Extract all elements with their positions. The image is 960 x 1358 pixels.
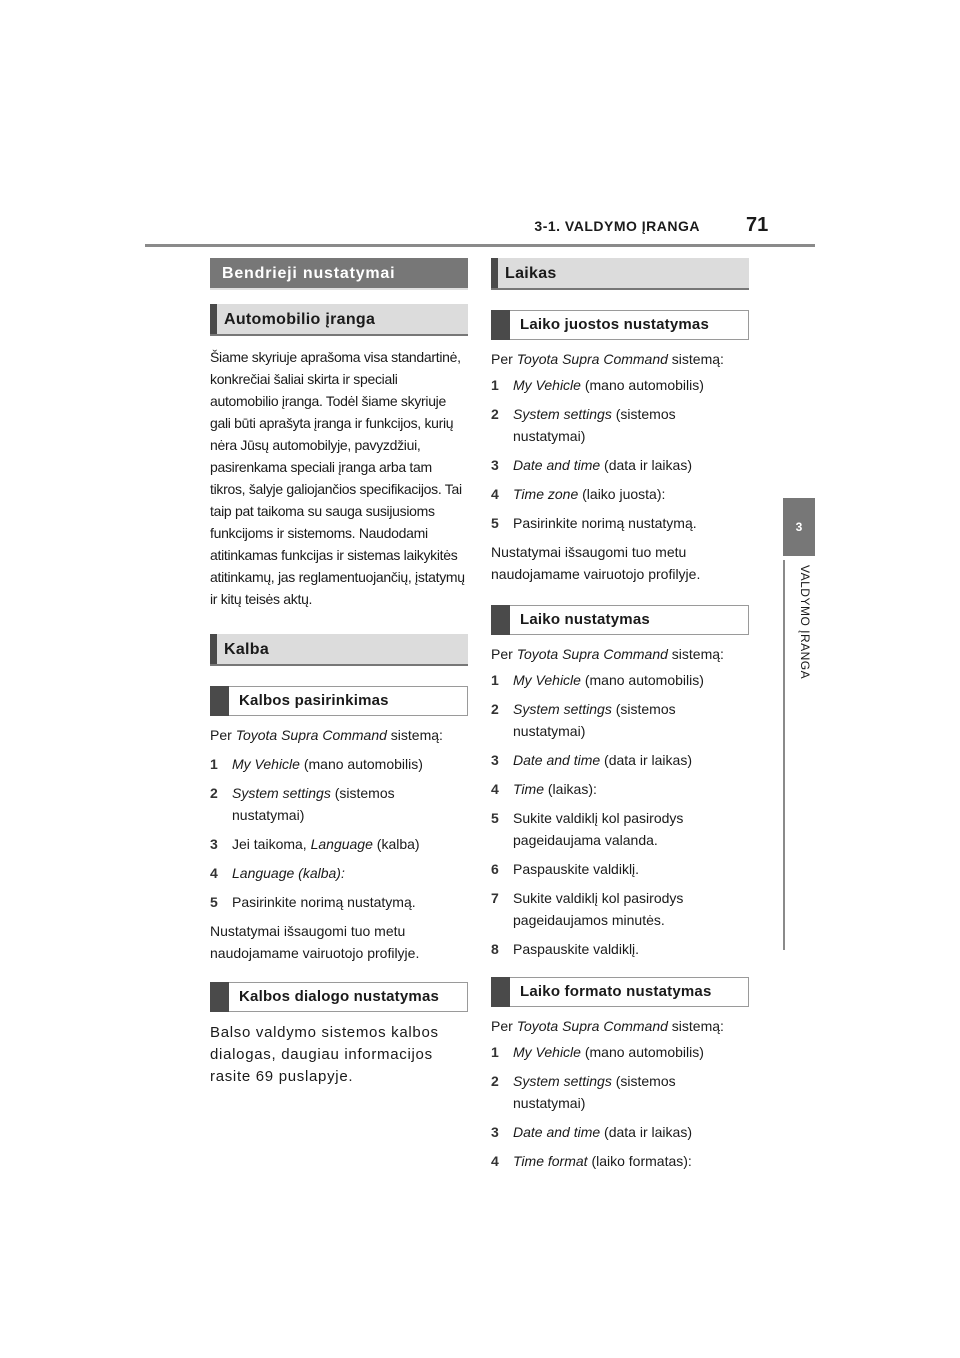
step-number: 5	[210, 894, 218, 910]
step-menu-item: Date and time	[513, 1124, 601, 1140]
step-menu-item: Date and time	[513, 752, 601, 768]
step-number: 2	[491, 406, 499, 422]
step-item	[491, 454, 749, 476]
step-text: Pasirinkite norimą nustatymą.	[232, 894, 416, 910]
step-number: 2	[210, 785, 218, 801]
step-menu-item: System settings	[232, 785, 331, 801]
step-text: Paspauskite valdiklį.	[513, 861, 640, 877]
step-item	[491, 1150, 749, 1172]
step-number: 3	[491, 752, 499, 768]
step-translation: (sistemos nustatymai)	[513, 406, 676, 444]
step-number: 4	[491, 486, 499, 502]
header-divider	[145, 244, 815, 247]
step-item	[491, 938, 749, 960]
page-number: 71	[746, 214, 769, 236]
step-text: Paspauskite valdiklį.	[513, 941, 640, 957]
step-number: 7	[491, 890, 499, 906]
timezone-steps	[491, 374, 749, 534]
step-number: 6	[491, 861, 499, 877]
step-number: 4	[491, 781, 499, 797]
step-number: 1	[491, 672, 499, 688]
step-number: 8	[491, 941, 499, 957]
heading-time-format: Laiko formato nustatymas	[491, 977, 749, 1007]
step-menu-item: Language (kalba):	[232, 865, 345, 881]
step-item	[491, 698, 749, 742]
step-menu-item: Time format	[513, 1153, 588, 1169]
step-translation: (mano automobilis)	[299, 756, 423, 772]
heading-language-dialog: Kalbos dialogo nustatymas	[210, 982, 468, 1012]
step-menu-item: Language	[310, 836, 373, 852]
heading-time: Laikas	[491, 258, 749, 290]
step-translation: (mano automobilis)	[580, 377, 704, 393]
step-number: 1	[491, 377, 499, 393]
step-translation: (data ir laikas)	[600, 1124, 692, 1140]
step-item	[491, 483, 749, 505]
step-item	[491, 887, 749, 931]
step-text: Sukite valdiklį kol pasirodys pageidaujamos minutės.	[513, 890, 684, 928]
timezone-saved-text: Nustatymai išsaugomi tuo metu naudojamame vairuotojo profilyje.	[491, 544, 701, 582]
step-number: 3	[210, 836, 218, 852]
step-item	[210, 753, 468, 775]
step-translation: (kalba)	[372, 836, 420, 852]
dialog-text: Balso valdymo sistemos kalbos dialogas, daugiau informacijos rasite 69 puslapyje.	[210, 1024, 439, 1085]
language-intro: Per Toyota Supra Command sistemą:	[210, 727, 443, 743]
step-item	[491, 807, 749, 851]
language-steps	[210, 753, 468, 913]
step-menu-item: System settings	[513, 1073, 612, 1089]
step-item	[491, 374, 749, 396]
step-item	[491, 1121, 749, 1143]
step-number: 3	[491, 457, 499, 473]
step-item	[491, 1070, 749, 1114]
format-steps	[491, 1041, 749, 1172]
chapter-tab: 3	[783, 498, 815, 556]
step-menu-item: My Vehicle	[513, 377, 581, 393]
step-menu-item: Date and time	[513, 457, 601, 473]
step-number: 4	[210, 865, 218, 881]
step-number: 2	[491, 701, 499, 717]
time-intro: Per Toyota Supra Command sistemą:	[491, 646, 724, 662]
step-item	[210, 782, 468, 826]
step-item	[491, 403, 749, 447]
right-column	[491, 258, 749, 1179]
step-item	[210, 891, 468, 913]
heading-time-setting: Laiko nustatymas	[491, 605, 749, 635]
step-text: Sukite valdiklį kol pasirodys pageidaujama valanda.	[513, 810, 684, 848]
step-menu-item: My Vehicle	[513, 1044, 581, 1060]
step-item	[210, 833, 468, 855]
step-item	[210, 862, 468, 884]
heading-vehicle-equipment: Automobilio įranga	[210, 304, 468, 336]
timezone-intro: Per Toyota Supra Command sistemą:	[491, 351, 724, 367]
step-translation: (data ir laikas)	[600, 752, 692, 768]
step-menu-item: Time	[513, 781, 544, 797]
step-translation: (data ir laikas)	[600, 457, 692, 473]
chapter-label: VALDYMO ĮRANGA	[798, 565, 812, 680]
step-text: Jei taikoma,	[232, 836, 311, 852]
heading-general-settings: Bendrieji nustatymai	[210, 258, 468, 290]
step-number: 4	[491, 1153, 499, 1169]
step-number: 1	[491, 1044, 499, 1060]
step-translation: (laiko formatas):	[587, 1153, 692, 1169]
step-item	[491, 512, 749, 534]
step-item	[491, 669, 749, 691]
step-menu-item: System settings	[513, 701, 612, 717]
step-number: 2	[491, 1073, 499, 1089]
step-translation: (sistemos nustatymai)	[513, 1073, 676, 1111]
vehicle-equipment-text: Šiame skyriuje aprašoma visa standartinė, konkrečiai šaliai skirta ir speciali automobilio įranga. Todėl šiame skyriuje gali būti aprašyta įranga ir funkcijos, kurių nėra Jūsų automobilyje, pavyzdžiui, pasirenkama speciali įranga arba tam tikros, šalyje galiojančios specifikacijos. Tai taip pat taikoma su sauga susijusioms funkcijoms ir sistemoms. Naudodami atitinkamas funkcijas ir sistemas laikykitės atitinkamų, jas reglamentuojančių, įstatymų ir kitų teisės aktų.	[210, 349, 465, 607]
step-menu-item: Time zone	[513, 486, 579, 502]
language-saved-text: Nustatymai išsaugomi tuo metu naudojamame vairuotojo profilyje.	[210, 923, 420, 961]
heading-language: Kalba	[210, 634, 468, 666]
heading-language-selection: Kalbos pasirinkimas	[210, 686, 468, 716]
step-menu-item: System settings	[513, 406, 612, 422]
step-translation: (laikas):	[544, 781, 597, 797]
step-menu-item: My Vehicle	[513, 672, 581, 688]
step-number: 3	[491, 1124, 499, 1140]
step-translation: (mano automobilis)	[580, 1044, 704, 1060]
format-intro: Per Toyota Supra Command sistemą:	[491, 1018, 724, 1034]
step-item	[491, 749, 749, 771]
step-translation: (sistemos nustatymai)	[232, 785, 395, 823]
time-steps	[491, 669, 749, 960]
heading-timezone: Laiko juostos nustatymas	[491, 310, 749, 340]
left-column	[210, 258, 468, 1088]
step-menu-item: My Vehicle	[232, 756, 300, 772]
step-translation: (mano automobilis)	[580, 672, 704, 688]
step-text: Pasirinkite norimą nustatymą.	[513, 515, 697, 531]
step-translation: (laiko juosta):	[578, 486, 666, 502]
step-translation: (sistemos nustatymai)	[513, 701, 676, 739]
step-number: 1	[210, 756, 218, 772]
step-item	[491, 858, 749, 880]
step-number: 5	[491, 515, 499, 531]
section-title: 3-1. VALDYMO ĮRANGA	[534, 218, 700, 234]
step-item	[491, 778, 749, 800]
step-number: 5	[491, 810, 499, 826]
step-item	[491, 1041, 749, 1063]
